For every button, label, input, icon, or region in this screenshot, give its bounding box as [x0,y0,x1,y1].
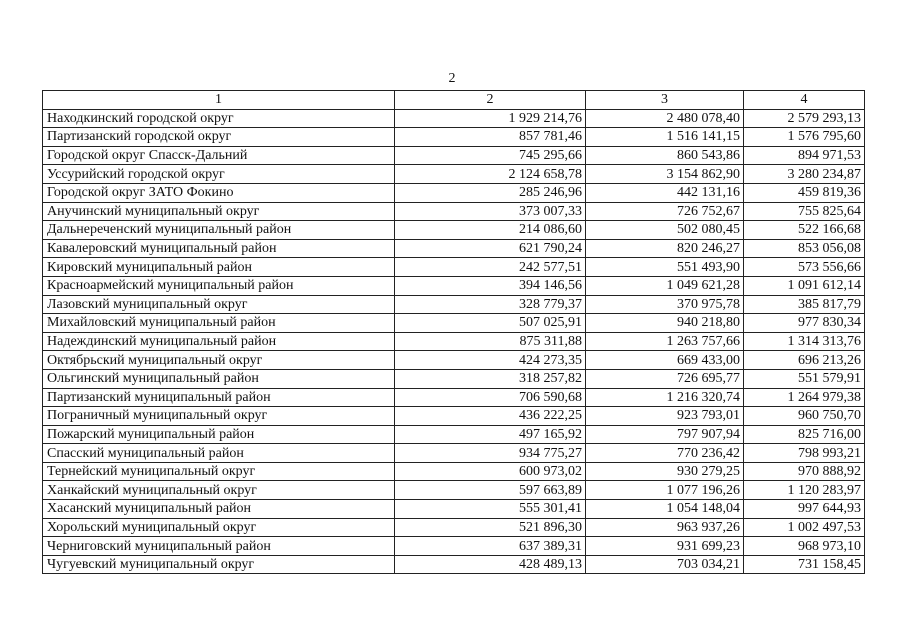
table-row [43,351,865,370]
value-cell-col2: 285 246,96 [395,183,586,202]
value-cell-col4: 731 158,45 [744,555,865,574]
table-row [43,369,865,388]
value-cell-col2: 637 389,31 [395,537,586,556]
table-row [43,500,865,519]
value-cell-col4: 1 002 497,53 [744,518,865,537]
value-cell-col4: 960 750,70 [744,407,865,426]
value-cell-col3: 3 154 862,90 [586,165,744,184]
table-row [43,128,865,147]
value-cell-col4: 522 166,68 [744,221,865,240]
column-header-2: 2 [395,91,586,110]
value-cell-col4: 385 817,79 [744,295,865,314]
value-cell-col4: 894 971,53 [744,146,865,165]
value-cell-col4: 2 579 293,13 [744,109,865,128]
value-cell-col3: 930 279,25 [586,462,744,481]
value-cell-col2: 328 779,37 [395,295,586,314]
municipality-name-cell: Черниговский муниципальный район [43,537,395,556]
value-cell-col4: 798 993,21 [744,444,865,463]
municipality-name-cell: Пожарский муниципальный район [43,425,395,444]
value-cell-col4: 853 056,08 [744,239,865,258]
municipality-name-cell: Красноармейский муниципальный район [43,276,395,295]
value-cell-col2: 394 146,56 [395,276,586,295]
value-cell-col2: 706 590,68 [395,388,586,407]
value-cell-col4: 970 888,92 [744,462,865,481]
municipality-name-cell: Уссурийский городской округ [43,165,395,184]
value-cell-col4: 1 091 612,14 [744,276,865,295]
municipality-name-cell: Чугуевский муниципальный округ [43,555,395,574]
table-body [43,109,865,574]
value-cell-col3: 370 975,78 [586,295,744,314]
table-row [43,444,865,463]
table-row [43,407,865,426]
value-cell-col2: 214 086,60 [395,221,586,240]
value-cell-col3: 860 543,86 [586,146,744,165]
municipality-name-cell: Надеждинский муниципальный район [43,332,395,351]
municipality-name-cell: Хасанский муниципальный район [43,500,395,519]
value-cell-col4: 1 314 313,76 [744,332,865,351]
value-cell-col4: 755 825,64 [744,202,865,221]
value-cell-col3: 1 263 757,66 [586,332,744,351]
municipality-name-cell: Ольгинский муниципальный район [43,369,395,388]
value-cell-col2: 934 775,27 [395,444,586,463]
municipality-name-cell: Кавалеровский муниципальный район [43,239,395,258]
table-row [43,239,865,258]
municipality-name-cell: Пограничный муниципальный округ [43,407,395,426]
value-cell-col3: 820 246,27 [586,239,744,258]
municipality-name-cell: Тернейский муниципальный округ [43,462,395,481]
municipality-name-cell: Городской округ Спасск-Дальний [43,146,395,165]
value-cell-col4: 696 213,26 [744,351,865,370]
municipality-name-cell: Городской округ ЗАТО Фокино [43,183,395,202]
value-cell-col3: 726 695,77 [586,369,744,388]
municipality-name-cell: Дальнереченский муниципальный район [43,221,395,240]
value-cell-col3: 669 433,00 [586,351,744,370]
value-cell-col3: 1 216 320,74 [586,388,744,407]
value-cell-col2: 875 311,88 [395,332,586,351]
header-row [43,91,865,110]
municipality-name-cell: Ханкайский муниципальный округ [43,481,395,500]
value-cell-col2: 318 257,82 [395,369,586,388]
municipality-name-cell: Партизанский городской округ [43,128,395,147]
value-cell-col2: 497 165,92 [395,425,586,444]
table-row [43,295,865,314]
value-cell-col3: 923 793,01 [586,407,744,426]
table-row [43,425,865,444]
value-cell-col3: 1 077 196,26 [586,481,744,500]
value-cell-col3: 963 937,26 [586,518,744,537]
value-cell-col2: 373 007,33 [395,202,586,221]
table-row [43,537,865,556]
value-cell-col4: 977 830,34 [744,314,865,333]
column-header-3: 3 [586,91,744,110]
municipality-name-cell: Партизанский муниципальный район [43,388,395,407]
table-row [43,183,865,202]
value-cell-col4: 968 973,10 [744,537,865,556]
value-cell-col3: 502 080,45 [586,221,744,240]
municipality-name-cell: Хорольский муниципальный округ [43,518,395,537]
table-header [43,91,865,110]
value-cell-col2: 621 790,24 [395,239,586,258]
table-row [43,518,865,537]
value-cell-col4: 1 264 979,38 [744,388,865,407]
value-cell-col3: 726 752,67 [586,202,744,221]
municipality-name-cell: Октябрьский муниципальный округ [43,351,395,370]
value-cell-col4: 551 579,91 [744,369,865,388]
value-cell-col4: 997 644,93 [744,500,865,519]
table-row [43,314,865,333]
table-row [43,165,865,184]
value-cell-col2: 424 273,35 [395,351,586,370]
table-row [43,258,865,277]
table-row [43,221,865,240]
value-cell-col3: 940 218,80 [586,314,744,333]
value-cell-col2: 597 663,89 [395,481,586,500]
value-cell-col4: 459 819,36 [744,183,865,202]
value-cell-col3: 442 131,16 [586,183,744,202]
value-cell-col2: 745 295,66 [395,146,586,165]
municipality-name-cell: Кировский муниципальный район [43,258,395,277]
value-cell-col2: 507 025,91 [395,314,586,333]
table-row [43,276,865,295]
table-row [43,202,865,221]
value-cell-col4: 1 576 795,60 [744,128,865,147]
value-cell-col3: 931 699,23 [586,537,744,556]
value-cell-col3: 1 049 621,28 [586,276,744,295]
value-cell-col2: 600 973,02 [395,462,586,481]
municipality-name-cell: Михайловский муниципальный район [43,314,395,333]
value-cell-col2: 242 577,51 [395,258,586,277]
municipality-name-cell: Лазовский муниципальный округ [43,295,395,314]
column-header-1: 1 [43,91,395,110]
table-row [43,388,865,407]
municipality-name-cell: Спасский муниципальный район [43,444,395,463]
budget-table [42,90,865,574]
value-cell-col2: 555 301,41 [395,500,586,519]
column-header-4: 4 [744,91,865,110]
value-cell-col2: 1 929 214,76 [395,109,586,128]
table-row [43,109,865,128]
value-cell-col3: 770 236,42 [586,444,744,463]
value-cell-col3: 2 480 078,40 [586,109,744,128]
value-cell-col3: 797 907,94 [586,425,744,444]
value-cell-col4: 3 280 234,87 [744,165,865,184]
table-row [43,146,865,165]
value-cell-col4: 825 716,00 [744,425,865,444]
value-cell-col2: 436 222,25 [395,407,586,426]
table-row [43,481,865,500]
value-cell-col2: 521 896,30 [395,518,586,537]
value-cell-col3: 1 054 148,04 [586,500,744,519]
table-row [43,462,865,481]
value-cell-col2: 857 781,46 [395,128,586,147]
value-cell-col3: 703 034,21 [586,555,744,574]
table-row [43,332,865,351]
value-cell-col3: 551 493,90 [586,258,744,277]
page-number: 2 [448,71,456,86]
municipality-name-cell: Находкинский городской округ [43,109,395,128]
municipality-name-cell: Анучинский муниципальный округ [43,202,395,221]
value-cell-col4: 573 556,66 [744,258,865,277]
value-cell-col4: 1 120 283,97 [744,481,865,500]
table-row [43,555,865,574]
value-cell-col2: 428 489,13 [395,555,586,574]
value-cell-col2: 2 124 658,78 [395,165,586,184]
value-cell-col3: 1 516 141,15 [586,128,744,147]
